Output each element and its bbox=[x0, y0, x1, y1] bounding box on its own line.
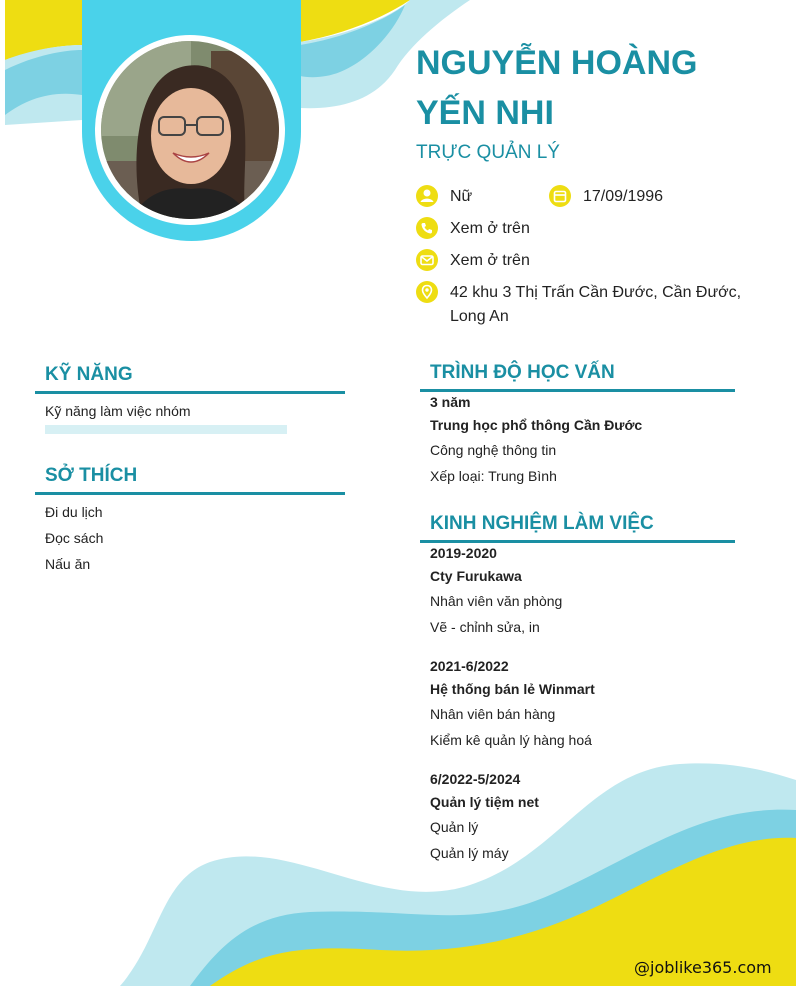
education-major: Công nghệ thông tin bbox=[430, 442, 557, 458]
email-icon bbox=[416, 249, 438, 271]
education-duration: 3 năm bbox=[430, 394, 471, 410]
gender-row bbox=[416, 185, 536, 209]
job-detail: Kiểm kê quản lý hàng hoá bbox=[430, 732, 592, 748]
job-company: Cty Furukawa bbox=[430, 568, 522, 584]
job-position: Quản lý bbox=[430, 819, 479, 835]
hobbies-heading: SỞ THÍCH bbox=[35, 463, 345, 495]
education-school: Trung học phổ thông Cần Đước bbox=[430, 417, 643, 433]
watermark: @joblike365.com bbox=[634, 958, 772, 977]
experience-heading: KINH NGHIỆM LÀM VIỆC bbox=[420, 511, 735, 543]
calendar-icon bbox=[549, 185, 571, 207]
email-value: Xem ở trên bbox=[450, 252, 530, 269]
birthday-row bbox=[549, 185, 729, 209]
hobby-item: Nấu ăn bbox=[45, 556, 91, 572]
skill-name: Kỹ năng làm việc nhóm bbox=[45, 403, 191, 419]
phone-value: Xem ở trên bbox=[450, 220, 530, 237]
skill-level-bar bbox=[45, 425, 287, 434]
job-position: Nhân viên bán hàng bbox=[430, 706, 556, 722]
phone-icon bbox=[416, 217, 438, 239]
job-position: Nhân viên văn phòng bbox=[430, 593, 563, 609]
hobby-item: Đọc sách bbox=[45, 530, 104, 546]
education-heading: TRÌNH ĐỘ HỌC VẤN bbox=[420, 360, 735, 392]
job-period: 2021-6/2022 bbox=[430, 658, 509, 674]
job-detail: Vẽ - chỉnh sửa, in bbox=[430, 619, 540, 635]
candidate-name: NGUYỄN HOÀNG YẾN NHI bbox=[416, 44, 698, 132]
phone-row bbox=[416, 217, 616, 241]
job-title: TRỰC QUẢN LÝ bbox=[416, 142, 560, 163]
address-line-1: 42 khu 3 Thị Trấn Cần Đước, Cần Đước, bbox=[450, 284, 742, 301]
job-company: Hệ thống bán lẻ Winmart bbox=[430, 681, 595, 697]
gender-value: Nữ bbox=[450, 188, 473, 205]
skills-heading: KỸ NĂNG bbox=[35, 362, 345, 394]
location-pin-icon bbox=[416, 281, 438, 303]
job-company: Quản lý tiệm net bbox=[430, 794, 539, 810]
user-icon bbox=[416, 185, 438, 207]
job-period: 6/2022-5/2024 bbox=[430, 771, 521, 787]
education-grade: Xếp loại: Trung Bình bbox=[430, 468, 557, 484]
address-row bbox=[416, 281, 756, 329]
avatar bbox=[101, 41, 279, 219]
hobby-item: Đi du lịch bbox=[45, 504, 103, 520]
address-line-2: Long An bbox=[450, 308, 509, 325]
email-row bbox=[416, 249, 616, 273]
job-period: 2019-2020 bbox=[430, 545, 497, 561]
birthday-value: 17/09/1996 bbox=[583, 188, 664, 205]
job-detail: Quản lý máy bbox=[430, 845, 509, 861]
